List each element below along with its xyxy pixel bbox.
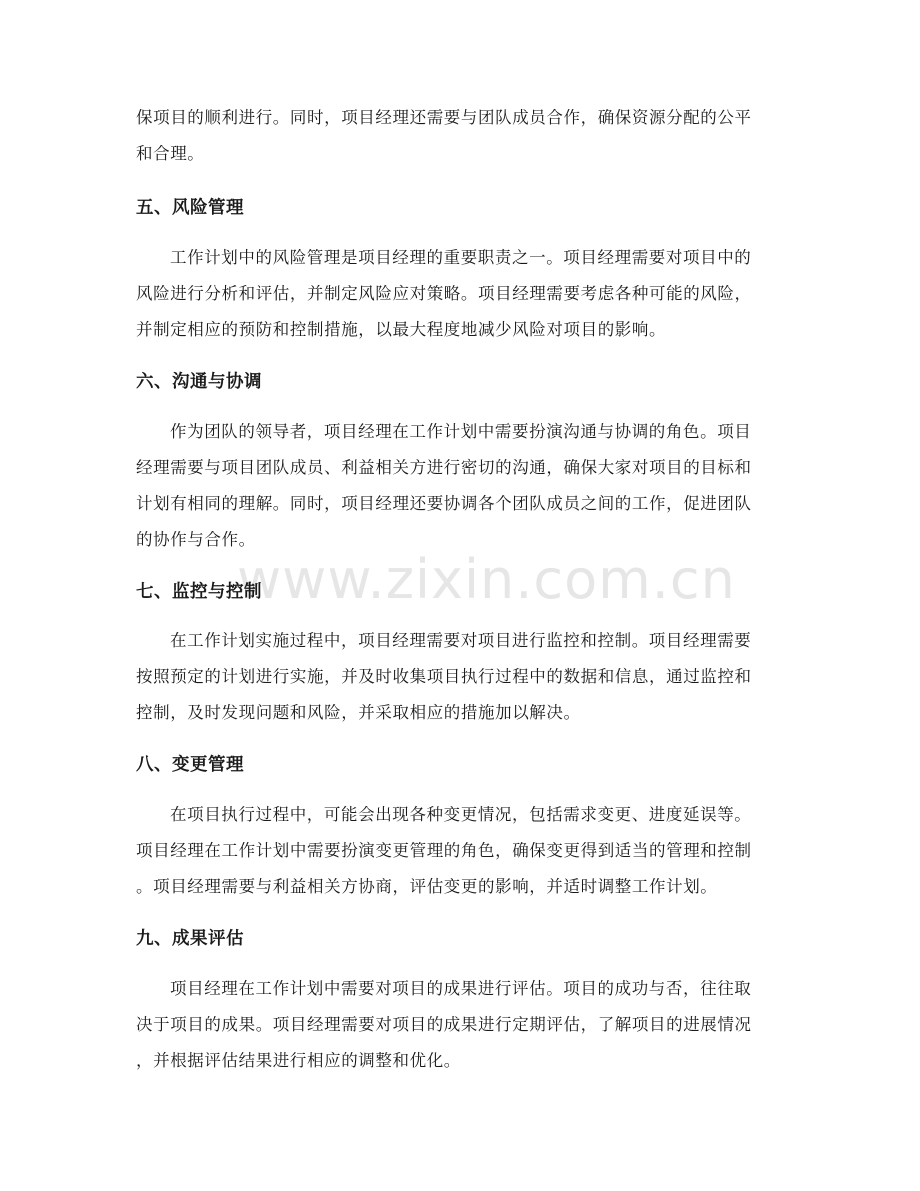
intro-line-1: 保项目的顺利进行。同时，项目经理还需要与团队成员合作，确保资源分配的公平 [136, 108, 752, 127]
paragraph-line: 工作计划中的风险管理是项目经理的重要职责之一。项目经理需要对项目中的 [170, 248, 752, 267]
paragraph-line: 并制定相应的预防和控制措施，以最大程度地减少风险对项目的影响。 [136, 320, 667, 339]
paragraph-line: ，并根据评估结果进行相应的调整和优化。 [136, 1051, 461, 1070]
paragraph-line: 项目经理在工作计划中需要扮演变更管理的角色，确保变更得到适当的管理和控制 [136, 841, 752, 860]
paragraph-line: 经理需要与项目团队成员、利益相关方进行密切的沟通，确保大家对项目的目标和 [136, 458, 752, 477]
section-heading-monitoring: 七、监控与控制 [136, 582, 262, 602]
paragraph-line: 。项目经理需要与利益相关方协商，评估变更的影响，并适时调整工作计划。 [136, 877, 718, 896]
paragraph-line: 计划有相同的理解。同时，项目经理还要协调各个团队成员之间的工作，促进团队 [136, 494, 752, 513]
paragraph-line: 作为团队的领导者，项目经理在工作计划中需要扮演沟通与协调的角色。项目 [170, 422, 752, 441]
paragraph-line: 在项目执行过程中，可能会出现各种变更情况，包括需求变更、进度延误等。 [170, 805, 752, 824]
paragraph-line: 的协作与合作。 [136, 530, 256, 549]
paragraph-line: 风险进行分析和评估，并制定风险应对策略。项目经理需要考虑各种可能的风险， [136, 284, 752, 303]
watermark: www.zixin.com.cn [237, 548, 736, 611]
paragraph-line: 控制，及时发现问题和风险，并采取相应的措施加以解决。 [136, 703, 581, 722]
paragraph-line: 在工作计划实施过程中，项目经理需要对项目进行监控和控制。项目经理需要 [170, 631, 752, 650]
section-heading-evaluation: 九、成果评估 [136, 929, 244, 949]
intro-line-2: 和合理。 [136, 144, 205, 163]
paragraph-line: 项目经理在工作计划中需要对项目的成果进行评估。项目的成功与否，往往取 [170, 979, 752, 998]
section-heading-risk: 五、风险管理 [136, 198, 244, 218]
section-heading-change: 八、变更管理 [136, 755, 244, 775]
paragraph-line: 按照预定的计划进行实施，并及时收集项目执行过程中的数据和信息，通过监控和 [136, 667, 752, 686]
paragraph-line: 决于项目的成果。项目经理需要对项目的成果进行定期评估，了解项目的进展情况 [136, 1015, 752, 1034]
section-heading-communication: 六、沟通与协调 [136, 372, 262, 392]
